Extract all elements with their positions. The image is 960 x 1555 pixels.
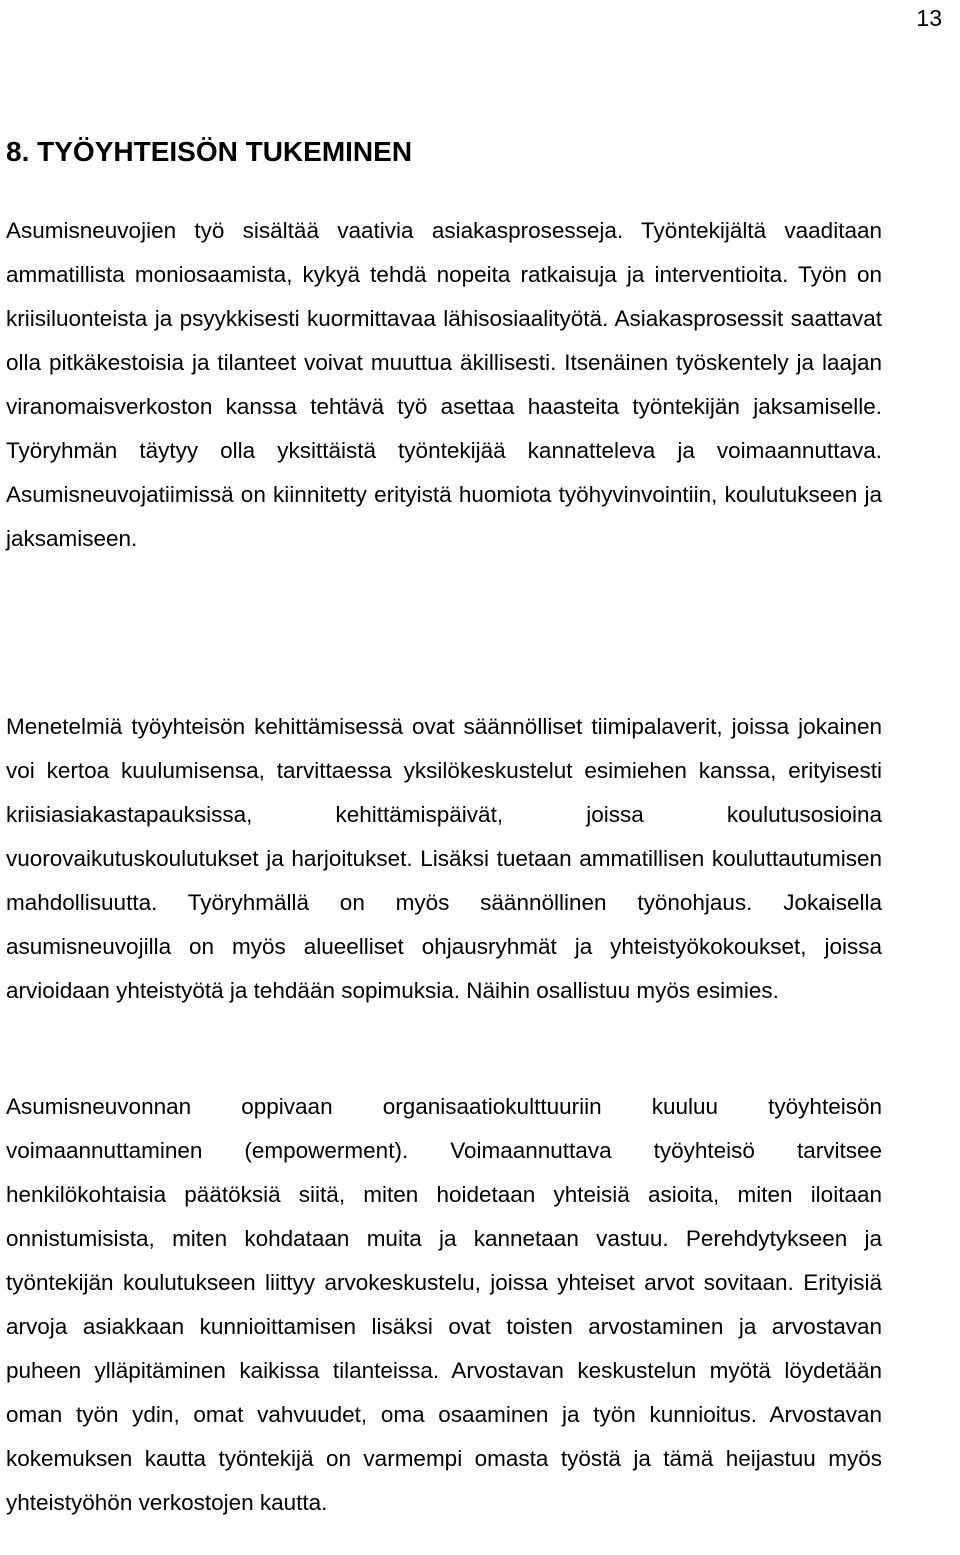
body-paragraph: Asumisneuvojien työ sisältää vaativia asiakasprosesseja. Työntekijältä vaaditaan ammatillista moniosaamista, kykyä tehdä nopeita ratkaisuja ja interventioita. Työn on kriisiluonteista ja psyykkisesti kuormittavaa lähisosiaalityötä. Asiakasprosessit saattavat olla pitkäkestoisia ja tilanteet voivat muuttua äkillisesti. Itsenäinen työskentely ja laajan viranomaisverkoston kanssa tehtävä työ asettaa haasteita työntekijän jaksamiselle. Työryhmän täytyy olla yksittäistä työntekijää kannatteleva ja voimaannuttava. Asumisneuvojatiimissä on kiinnitetty erityistä huomiota työhyvinvointiin, koulutukseen ja jaksamiseen. — [6, 218, 882, 551]
section-heading: 8. TYÖYHTEISÖN TUKEMINEN — [6, 136, 413, 167]
body-paragraph: Asumisneuvonnan oppivaan organisaatiokulttuuriin kuuluu työyhteisön voimaannuttaminen (empowerment). Voimaannuttava työyhteisö tarvitsee henkilökohtaisia päätöksiä siitä, miten hoidetaan yhteisiä asioita, miten iloitaan onnistumisista, miten kohdataan muita ja kannetaan vastuu. Perehdytykseen ja työntekijän koulutukseen liittyy arvokeskustelu, joissa yhteiset arvot sovitaan. Erityisiä arvoja asiakkaan kunnioittamisen lisäksi ovat toisten arvostaminen ja arvostavan puheen ylläpitäminen kaikissa tilanteissa. Arvostavan keskustelun myötä löydetään oman työn ydin, omat vahvuudet, oma osaaminen ja työn kunnioitus. Arvostavan kokemuksen kautta työntekijä on varmempi omasta työstä ja tämä heijastuu myös yhteistyöhön verkostojen kautta. — [6, 1094, 882, 1515]
body-paragraph: Menetelmiä työyhteisön kehittämisessä ovat säännölliset tiimipalaverit, joissa jokainen voi kertoa kuulumisensa, tarvittaessa yksilökeskustelut esimiehen kanssa, erityisesti kriisiasiakastapauksissa, kehittämispäivät, joissa koulutusosioina vuorovaikutuskoulutukset ja harjoitukset. Lisäksi tuetaan ammatillisen kouluttautumisen mahdollisuutta. Työryhmällä on myös säännöllinen työnohjaus. Jokaisella asumisneuvojilla on myös alueelliset ohjausryhmät ja yhteistyökokoukset, joissa arvioidaan yhteistyötä ja tehdään sopimuksia. Näihin osallistuu myös esimies. — [6, 714, 882, 1003]
page-number: 13 — [916, 5, 942, 31]
